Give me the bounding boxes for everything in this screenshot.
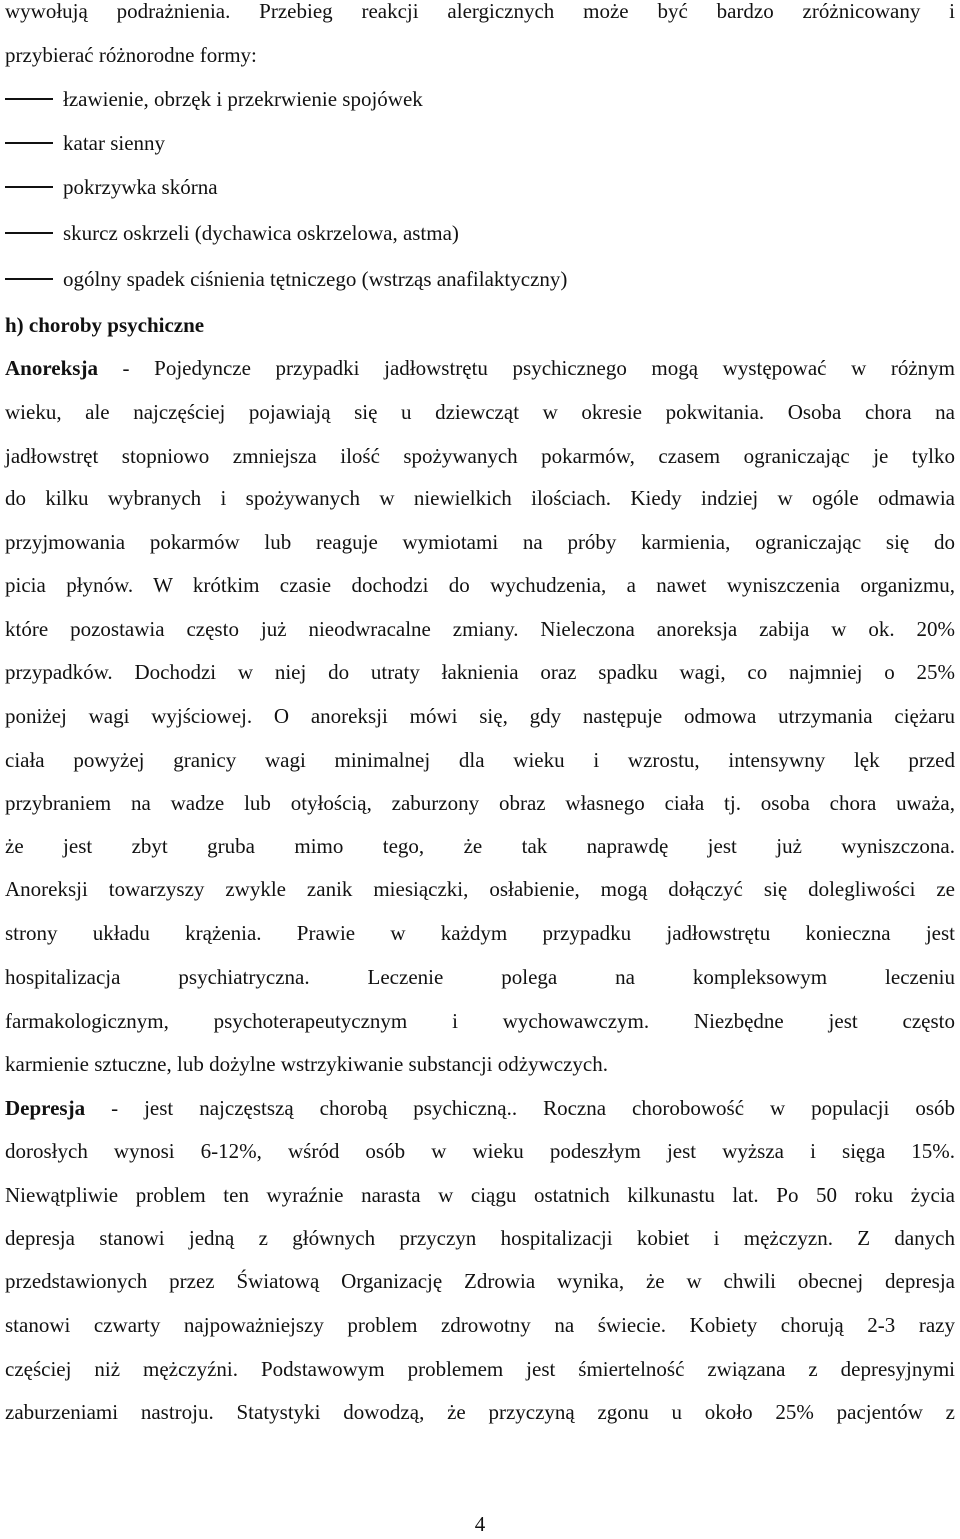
anorexia-line: że jest zbyt gruba mimo tego, że tak naprawdę jest już wyniszczona. xyxy=(5,834,955,858)
anorexia-line: karmienie sztuczne, lub dożylne wstrzykiwanie substancji odżywczych. xyxy=(5,1052,608,1076)
page-number: 4 xyxy=(474,1512,486,1536)
depression-term: Depresja xyxy=(5,1096,86,1120)
anorexia-line: picia płynów. W krótkim czasie dochodzi do wychudzenia, a nawet wyniszczenia organizmu, xyxy=(5,573,955,597)
anorexia-line: ciała powyżej granicy wagi minimalnej dla wieku i wzrostu, intensywny lęk przed xyxy=(5,748,955,772)
depression-line-1: Depresja - jest najczęstszą chorobą psychiczną.. Roczna chorobowość w populacji osób xyxy=(5,1096,955,1120)
anorexia-line: przyjmowania pokarmów lub reaguje wymiotami na próby karmienia, ograniczając się do xyxy=(5,530,955,554)
depression-line: dorosłych wynosi 6-12%, wśród osób w wieku podeszłym jest wyższa i sięga 15%. xyxy=(5,1139,955,1163)
section-heading: h) choroby psychiczne xyxy=(5,313,205,337)
anorexia-line: przypadków. Dochodzi w niej do utraty łaknienia oraz spadku wagi, co najmniej o 25% xyxy=(5,660,955,684)
dash-icon xyxy=(5,278,53,280)
anorexia-line: Anoreksji towarzyszy zwykle zanik miesiączki, osłabienie, mogą dołączyć się dolegliwości ze xyxy=(5,877,955,901)
list-item: pokrzywka skórna xyxy=(5,172,955,202)
dash-icon xyxy=(5,142,53,144)
intro-line-1: wywołują podrażnienia. Przebieg reakcji alergicznych może być bardzo zróżnicowany i xyxy=(5,0,955,23)
anorexia-line: jadłowstręt stopniowo zmniejsza ilość spożywanych pokarmów, czasem ograniczając je tylko xyxy=(5,444,955,468)
dash-icon xyxy=(5,232,53,234)
anorexia-line: hospitalizacja psychiatryczna. Leczenie polega na kompleksowym leczeniu xyxy=(5,965,955,989)
depression-line: zaburzeniami nastroju. Statystyki dowodzą, że przyczyną zgonu u około 25% pacjentów z xyxy=(5,1400,955,1424)
anorexia-line: które pozostawia często już nieodwracalne zmiany. Nieleczona anoreksja zabija w ok. 20% xyxy=(5,617,955,641)
anorexia-line: wieku, ale najczęściej pojawiają się u dziewcząt w okresie pokwitania. Osoba chora na xyxy=(5,400,955,424)
anorexia-line: poniżej wagi wyjściowej. O anoreksji mówi się, gdy następuje odmowa utrzymania ciężaru xyxy=(5,704,955,728)
list-item: łzawienie, obrzęk i przekrwienie spojówek xyxy=(5,84,955,114)
dash-icon xyxy=(5,186,53,188)
list-item: katar sienny xyxy=(5,128,955,158)
depression-line: depresja stanowi jedną z głównych przyczyn hospitalizacji kobiet i mężczyzn. Z danych xyxy=(5,1226,955,1250)
anorexia-line: strony układu krążenia. Prawie w każdym przypadku jadłowstrętu konieczna jest xyxy=(5,921,955,945)
depression-line: przedstawionych przez Światową Organizację Zdrowia wynika, że w chwili obecnej depresja xyxy=(5,1269,955,1293)
anorexia-line: do kilku wybranych i spożywanych w niewielkich ilościach. Kiedy indziej w ogóle odmawia xyxy=(5,486,955,510)
list-item: ogólny spadek ciśnienia tętniczego (wstrząs anafilaktyczny) xyxy=(5,264,955,294)
dash-icon xyxy=(5,98,53,100)
list-item: skurcz oskrzeli (dychawica oskrzelowa, astma) xyxy=(5,218,955,248)
intro-line-2: przybierać różnorodne formy: xyxy=(5,43,257,67)
depression-line: Niewątpliwie problem ten wyraźnie narasta w ciągu ostatnich kilkunastu lat. Po 50 roku życia xyxy=(5,1183,955,1207)
depression-line: częściej niż mężczyźni. Podstawowym problemem jest śmiertelność związana z depresyjnymi xyxy=(5,1357,955,1381)
anorexia-term: Anoreksja xyxy=(5,356,98,380)
anorexia-line: farmakologicznym, psychoterapeutycznym i wychowawczym. Niezbędne jest często xyxy=(5,1009,955,1033)
anorexia-line: przybraniem na wadze lub otyłością, zaburzony obraz własnego ciała tj. osoba chora uważa, xyxy=(5,791,955,815)
depression-line: stanowi czwarty najpoważniejszy problem zdrowotny na świecie. Kobiety chorują 2-3 razy xyxy=(5,1313,955,1337)
anorexia-line-1: Anoreksja - Pojedyncze przypadki jadłowstrętu psychicznego mogą występować w różnym xyxy=(5,356,955,380)
